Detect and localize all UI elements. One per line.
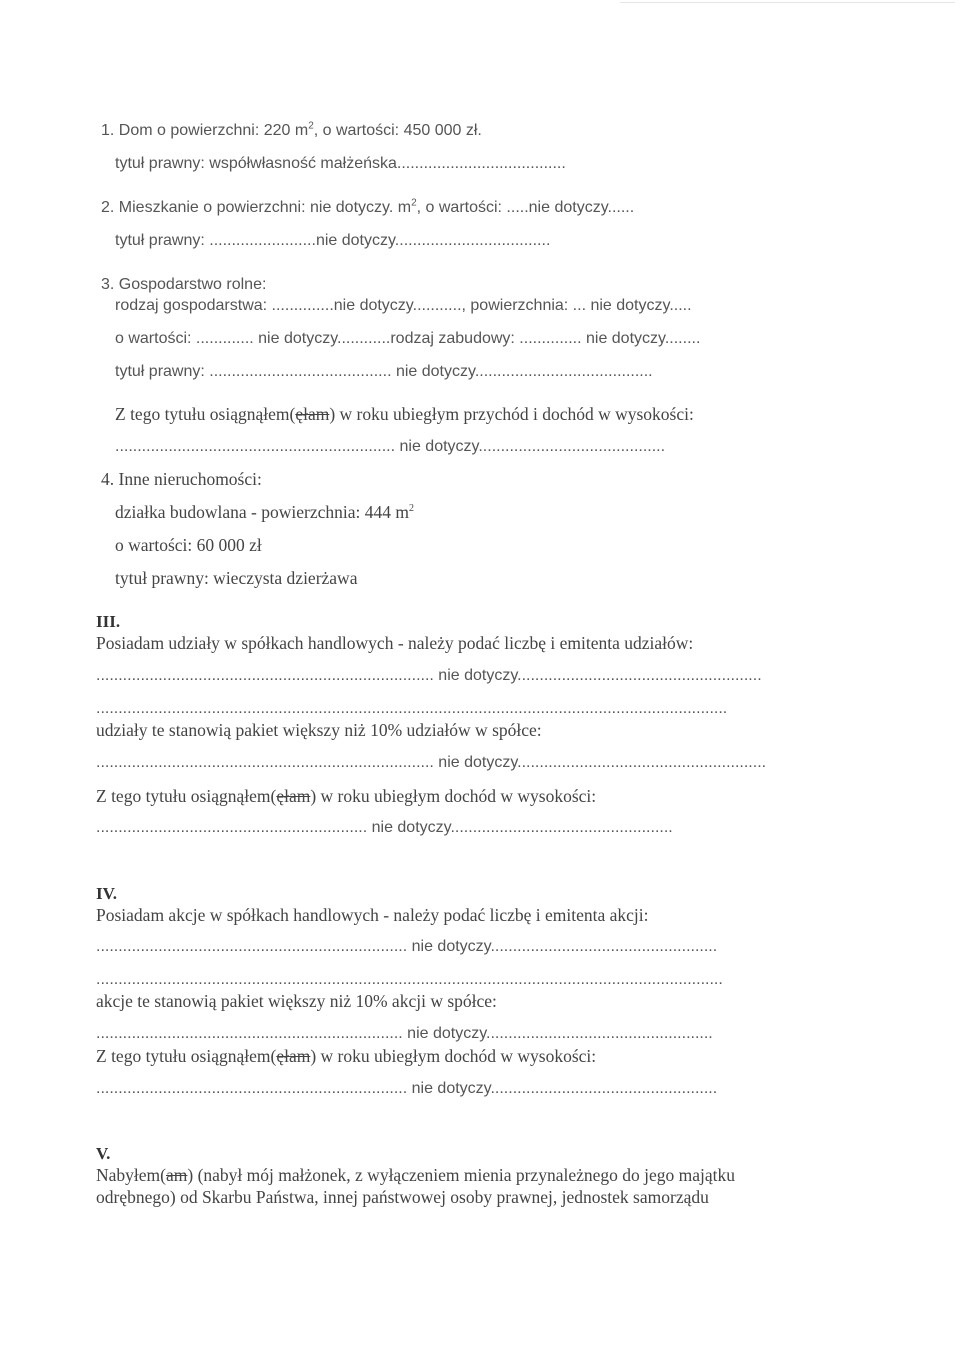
item2-apartment: 2. Mieszkanie o powierzchni: nie dotyczy. $m^2$, o wartości: .....nie dotyczy...... <box>101 197 635 216</box>
item3-farm-value: o wartości: ............. nie dotyczy............rodzaj zabudowy: .............. nie dotyczy........ <box>115 330 701 347</box>
item1-legal-title: tytuł prawny: współwłasność małżeńska...................................... <box>115 155 566 172</box>
stocks-value: ...................................................................... nie dotyczy................................................... <box>96 938 718 955</box>
scan-edge-line <box>620 2 955 3</box>
item4-title: 4. Inne nieruchomości: <box>101 469 262 489</box>
shares-package-value: ............................................................................ nie dotyczy........................................................ <box>96 754 767 771</box>
stocks-package: akcje te stanowią pakiet większy niż 10% akcji w spółce: <box>96 991 497 1011</box>
section-iii-heading: III. <box>96 612 121 631</box>
farm-income-statement: Z tego tytułu osiągnąłem(ęłam) w roku ubiegłym przychód i dochód w wysokości: <box>115 404 694 424</box>
shares-income-statement: Z tego tytułu osiągnąłem(ęłam) w roku ubiegłym dochód w wysokości: <box>96 786 597 806</box>
item4-value: o wartości: 60 000 zł <box>115 535 262 555</box>
stocks-statement: Posiadam akcje w spółkach handlowych - należy podać liczbę i emitenta akcji: <box>96 905 649 925</box>
stocks-package-value: ..................................................................... nie dotyczy................................................... <box>96 1025 713 1042</box>
item3-legal-title: tytuł prawny: ......................................... nie dotyczy........................................ <box>115 363 653 380</box>
farm-income-value: ............................................................... nie dotyczy.......................................... <box>115 438 666 455</box>
item4-plot: działka budowlana - powierzchnia: 444 $m^2$ <box>115 502 414 522</box>
section-v-heading: V. <box>96 1144 111 1163</box>
shares-value: ............................................................................ nie dotyczy....................................................... <box>96 667 762 684</box>
shares-income-value: ............................................................. nie dotyczy.................................................. <box>96 819 673 836</box>
shares-dots: .............................................................................................................................................. <box>96 700 728 717</box>
item1-house: 1. Dom o powierzchni: 220 $m^2$, o wartości: 450 000 zł. <box>101 120 482 139</box>
shares-statement: Posiadam udziały w spółkach handlowych - należy podać liczbę i emitenta udziałów: <box>96 633 694 653</box>
stocks-income-statement: Z tego tytułu osiągnąłem(ęłam) w roku ubiegłym dochód w wysokości: <box>96 1046 597 1066</box>
item4-legal-title: tytuł prawny: wieczysta dzierżawa <box>115 568 358 588</box>
item3-farm-type: rodzaj gospodarstwa: ..............nie dotyczy..........., powierzchnia: ... nie dotyczy..... <box>115 297 692 314</box>
section-iv-heading: IV. <box>96 884 117 903</box>
acquisition-statement: Nabyłem(am) (nabył mój małżonek, z wyłączeniem mienia przynależnego do jego majątku <box>96 1165 736 1185</box>
stocks-dots: ............................................................................................................................................. <box>96 971 723 988</box>
stocks-income-value: ...................................................................... nie dotyczy................................................... <box>96 1080 718 1097</box>
shares-package: udziały te stanowią pakiet większy niż 10% udziałów w spółce: <box>96 720 542 740</box>
item2-legal-title: tytuł prawny: ........................nie dotyczy................................... <box>115 232 551 249</box>
item3-farm-title: 3. Gospodarstwo rolne: <box>101 276 267 293</box>
acquisition-statement-cont: odrębnego) od Skarbu Państwa, innej państwowej osoby prawnej, jednostek samorządu <box>96 1187 709 1207</box>
